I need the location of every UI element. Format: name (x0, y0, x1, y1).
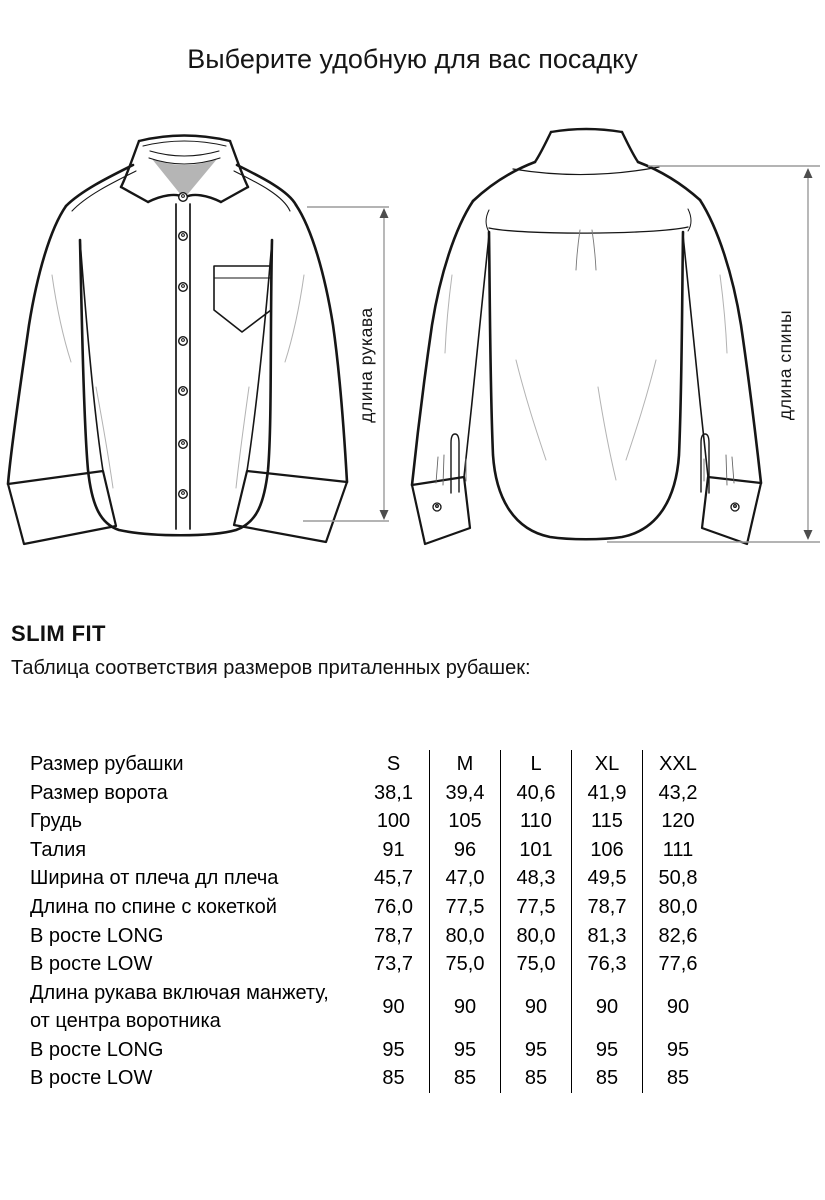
back-right-cuff (702, 477, 761, 544)
table-cell: 77,6 (642, 950, 713, 979)
size-column-header: S (386, 753, 401, 776)
size-column-header: XXL (642, 750, 713, 779)
page-title: Выберите удобную для вас посадку (187, 44, 638, 74)
front-collar-inner-top (143, 141, 226, 146)
back-fold-center (598, 387, 616, 480)
back-collar-left-side (535, 132, 551, 162)
front-collar-left-edge (121, 187, 148, 202)
size-table (30, 750, 713, 1093)
back-body-outline (489, 232, 683, 539)
back-shirt-illustration (412, 129, 761, 544)
section-heading: SLIM FIT (11, 621, 106, 646)
table-cell: 91 (382, 838, 405, 861)
shirt-diagram (0, 125, 825, 583)
table-cell: 95 (429, 1036, 500, 1065)
row-label: Размер рубашки (30, 753, 184, 776)
table-cell: 81,3 (571, 922, 642, 951)
row-label-line-2: от центра воротника (30, 1010, 221, 1033)
gather-line (726, 455, 727, 485)
front-collar-right-outer (230, 141, 248, 187)
back-fold-lines (445, 275, 727, 480)
table-cell: 75,0 (500, 950, 571, 979)
back-left-shoulder (473, 162, 535, 201)
table-cell: 95 (500, 1036, 571, 1065)
row-label (30, 979, 358, 1036)
table-cell: 78,7 (374, 924, 413, 947)
back-right-sleeve-inner (683, 235, 708, 477)
table-cell: 73,7 (374, 953, 413, 976)
back-fold-left-sleeve (445, 275, 452, 353)
back-right-shoulder (638, 162, 700, 200)
table-cell: 77,5 (429, 893, 500, 922)
front-collar-band-seam-1 (150, 151, 219, 156)
arrow-down-icon (804, 530, 813, 540)
table-cell: 47,0 (429, 864, 500, 893)
front-left-cuff (8, 471, 116, 544)
table-cell: 111 (642, 836, 713, 865)
row-label: Грудь (30, 810, 83, 833)
front-right-sleeve-inner (247, 240, 272, 471)
table-cell: 41,9 (571, 779, 642, 808)
back-box-pleat (576, 230, 596, 270)
row-label: Длина по спине с кокеткой (30, 896, 277, 919)
size-column-header: L (500, 750, 571, 779)
size-column-header: XL (571, 750, 642, 779)
table-cell: 96 (429, 836, 500, 865)
row-label: Размер ворота (30, 781, 168, 804)
table-cell: 38,1 (374, 781, 413, 804)
front-collar-top (139, 136, 230, 142)
arrow-up-icon (804, 168, 813, 178)
back-collar (535, 129, 638, 162)
table-cell: 49,5 (571, 864, 642, 893)
table-cell: 106 (571, 836, 642, 865)
table-cell: 90 (500, 979, 571, 1036)
table-cell: 90 (382, 996, 405, 1018)
table-cell: 115 (571, 807, 642, 836)
front-collar-left-outer (121, 141, 139, 187)
back-left-armhole-seam (486, 210, 489, 232)
back-left-sleeve-placket (451, 434, 459, 493)
table-cell: 105 (429, 807, 500, 836)
front-collar-right-inner (186, 195, 221, 202)
back-length-measure (607, 166, 820, 542)
front-shirt-illustration (8, 136, 347, 545)
front-left-sleeve-outer (8, 206, 66, 484)
table-cell: 48,3 (500, 864, 571, 893)
row-label: Талия (30, 838, 87, 861)
table-cell: 50,8 (642, 864, 713, 893)
row-label: В росте LOW (30, 953, 153, 976)
table-cell: 77,5 (500, 893, 571, 922)
table-cell: 85 (571, 1064, 642, 1093)
table-cell: 100 (376, 810, 411, 833)
table-cell: 45,7 (374, 867, 413, 890)
gather-line (436, 457, 438, 483)
table-cell: 82,6 (642, 922, 713, 951)
back-sleeve-plackets (436, 434, 734, 493)
table-cell: 43,2 (642, 779, 713, 808)
table-cell: 95 (382, 1038, 405, 1061)
table-subtitle: Таблица соответствия размеров приталенных рубашек: (11, 657, 531, 679)
back-length-label: длина спины (775, 309, 795, 421)
front-right-sleeve-outer (296, 205, 347, 482)
front-chest-pocket (214, 266, 271, 332)
front-right-cuff (234, 471, 347, 542)
arrow-down-icon (380, 510, 389, 520)
table-cell: 95 (642, 1036, 713, 1065)
front-buttons (179, 193, 188, 499)
row-label: В росте LOW (30, 1067, 153, 1090)
table-cell: 120 (642, 807, 713, 836)
table-cell: 75,0 (429, 950, 500, 979)
row-label: В росте LONG (30, 924, 164, 947)
back-right-armhole-seam (688, 209, 691, 231)
table-cell: 80,0 (429, 922, 500, 951)
table-cell: 80,0 (642, 893, 713, 922)
table-cell: 40,6 (500, 779, 571, 808)
front-collar-right-edge (221, 187, 248, 202)
table-cell: 90 (571, 979, 642, 1036)
back-fold-left-body (516, 360, 546, 460)
table-cell: 85 (429, 1064, 500, 1093)
front-fold-right-sleeve (285, 275, 304, 362)
table-cell: 76,3 (571, 950, 642, 979)
table-cell: 80,0 (500, 922, 571, 951)
table-cell: 78,7 (571, 893, 642, 922)
table-cell: 76,0 (374, 896, 413, 919)
back-cuff-gathers (436, 455, 734, 485)
table-cell: 85 (500, 1064, 571, 1093)
front-fold-left-sleeve (52, 275, 71, 362)
pleat-line (592, 230, 596, 270)
back-collar-top (551, 129, 622, 132)
table-cell: 85 (642, 1064, 713, 1093)
table-cell: 85 (382, 1067, 405, 1090)
back-collar-right-side (622, 132, 638, 162)
arrow-up-icon (380, 208, 389, 218)
back-collar-base-seam (513, 167, 659, 175)
front-collar-left-inner (148, 195, 183, 202)
table-cell: 95 (571, 1036, 642, 1065)
table-cell: 39,4 (429, 779, 500, 808)
row-label-line-1: Длина рукава включая манжету, (30, 981, 329, 1004)
table-cell: 110 (500, 807, 571, 836)
back-left-sleeve-outer (412, 201, 473, 485)
back-fold-right-sleeve (720, 275, 727, 353)
row-label: В росте LONG (30, 1038, 164, 1061)
back-yoke-seam (489, 227, 688, 233)
table-cell: 90 (429, 979, 500, 1036)
pleat-line (576, 230, 580, 270)
size-column-header: M (429, 750, 500, 779)
back-left-cuff (412, 477, 470, 544)
table-cell: 101 (500, 836, 571, 865)
back-left-sleeve-inner (464, 235, 489, 477)
back-fold-right-body (626, 360, 656, 460)
sleeve-length-label: длина рукава (356, 307, 376, 423)
table-cell: 90 (642, 979, 713, 1036)
row-label: Ширина от плеча дл плеча (30, 867, 279, 890)
back-cuff-buttons (433, 503, 739, 511)
